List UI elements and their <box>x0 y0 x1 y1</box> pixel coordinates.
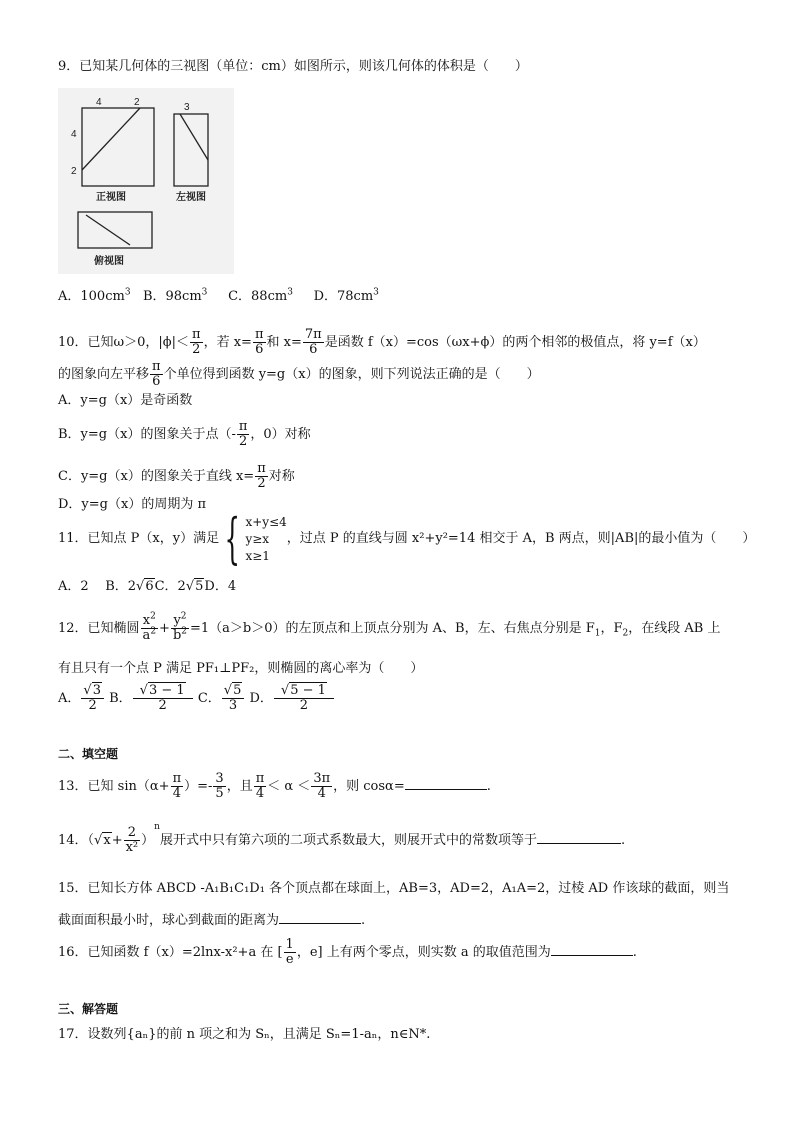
side-view-rect <box>174 114 208 186</box>
q14-answer-blank[interactable] <box>537 843 621 844</box>
label-4-left: 4 <box>71 129 77 140</box>
q12-line2: 有且只有一个点 P 满足 PF₁⊥PF₂，则椭圆的离心率为（ ） <box>58 661 424 676</box>
q10-line1: 10．已知ω＞0，|ϕ|＜ $\frac{\pi}{2}$ ，若 x= $\frac{\pi}{6}$ 和 x= $\frac{7\pi}{6}$ 是函数 f（x）=cos（ωx+ϕ）的两个相邻的极值点，将 y=f（x） <box>58 327 706 357</box>
q11-line: 11．已知点 P（x，y）满足 { x+y≤4 y≥x x≥1 ，过点 P 的直线与圆 x²+y²=14 相交于 A，B 两点，则|AB|的最小值为（ ） <box>58 507 756 570</box>
q12-options: A． $\frac{√3}{2}$ B． $\frac{√3 - 1}{2}$ C． $\frac{√5}{3}$ D． $\frac{√5 - 1}{2}$ <box>58 684 335 713</box>
q9-opt-d: D．78cm <box>313 289 374 304</box>
q15-line1: 15．已知长方体 ABCD -A₁B₁C₁D₁ 各个顶点都在球面上，AB=3，AD=2，A₁A=2，过棱 AD 作该球的截面，则当 <box>58 881 730 896</box>
top-caption: 俯视图 <box>94 256 124 267</box>
q9-options: A．$100cm^3$ B．$98cm^3$ C．$88cm^3$ D．$78cm^3$ <box>58 287 379 304</box>
label-2-left: 2 <box>71 166 77 177</box>
q15-answer-blank[interactable] <box>279 923 361 924</box>
q13-answer-blank[interactable] <box>405 789 487 790</box>
front-caption: 正视图 <box>96 192 126 203</box>
label-4-top: 4 <box>96 97 102 108</box>
q12-line1: 12．已知椭圆 $\frac{x^2}{a^2}$ + $\frac{y^2}{b^2}$ =1（a＞b＞0）的左顶点和上顶点分别为 A、B，左、右焦点分别是 $F_1$，$F_2$，在线段 AB 上 <box>58 611 721 643</box>
q13-line: 13．已知 sin（α+ $\frac{\pi}{4}$ ）=- $\frac{3}{5}$ ，且 $\frac{\pi}{4}$ ＜ α ＜ $\frac{3\pi}{4}$ ，则 cosα= . <box>58 771 491 801</box>
label-3-side: 3 <box>184 102 190 113</box>
q14-line: 14．（√x+ $\frac{2}{\text{x²}}$ ）$^n$展开式中只有第六项的二项式系数最大，则展开式中的常数项等于 . <box>58 821 626 855</box>
side-caption: 左视图 <box>176 192 206 203</box>
q10-opt-d: D．y=g（x）的周期为 π <box>58 497 206 512</box>
three-view-figure <box>58 88 234 274</box>
q17-line: 17．设数列{aₙ}的前 n 项之和为 Sₙ，且满足 Sₙ=1-aₙ，n∈N*. <box>58 1027 431 1042</box>
q10-opt-c: C．y=g（x）的图象关于直线 x= $\frac{\pi}{2}$ 对称 <box>58 461 295 491</box>
q10-line2: 的图象向左平移 $\frac{\pi}{6}$ 个单位得到函数 y=g（x）的图象，则下列说法正确的是（ ） <box>58 359 540 389</box>
three-view-drawing <box>58 88 234 274</box>
q9-opt-c: C．88cm <box>228 289 288 304</box>
q16-answer-blank[interactable] <box>551 955 633 956</box>
section-solutions: 三、解答题 <box>58 1002 119 1016</box>
section-fill-in: 二、填空题 <box>58 747 119 761</box>
q11-inequality-system: x+y≤4 y≥x x≥1 <box>245 514 287 563</box>
q9-opt-b: B．98cm <box>142 289 202 304</box>
q10-opt-a: A．y=g（x）是奇函数 <box>58 393 193 408</box>
q9-opt-a: A．100cm <box>58 289 125 304</box>
label-2-top: 2 <box>134 97 140 108</box>
q11-options: A．2 B．2√6C．2√5D．4 <box>58 579 237 594</box>
q9-stem: 9．已知某几何体的三视图（单位：cm）如图所示，则该几何体的体积是（ ） <box>58 59 528 74</box>
q10-opt-b: B．y=g（x）的图象关于点（- $\frac{\pi}{2}$ ，0）对称 <box>58 419 311 449</box>
q16-line: 16．已知函数 f（x）=2lnx-x²+a 在 [ $\frac{1}{e}$ ，e] 上有两个零点，则实数 a 的取值范围为 . <box>58 937 637 967</box>
q15-line2: 截面面积最小时，球心到截面的距离为 . <box>58 913 366 928</box>
front-view-rect <box>82 108 154 186</box>
